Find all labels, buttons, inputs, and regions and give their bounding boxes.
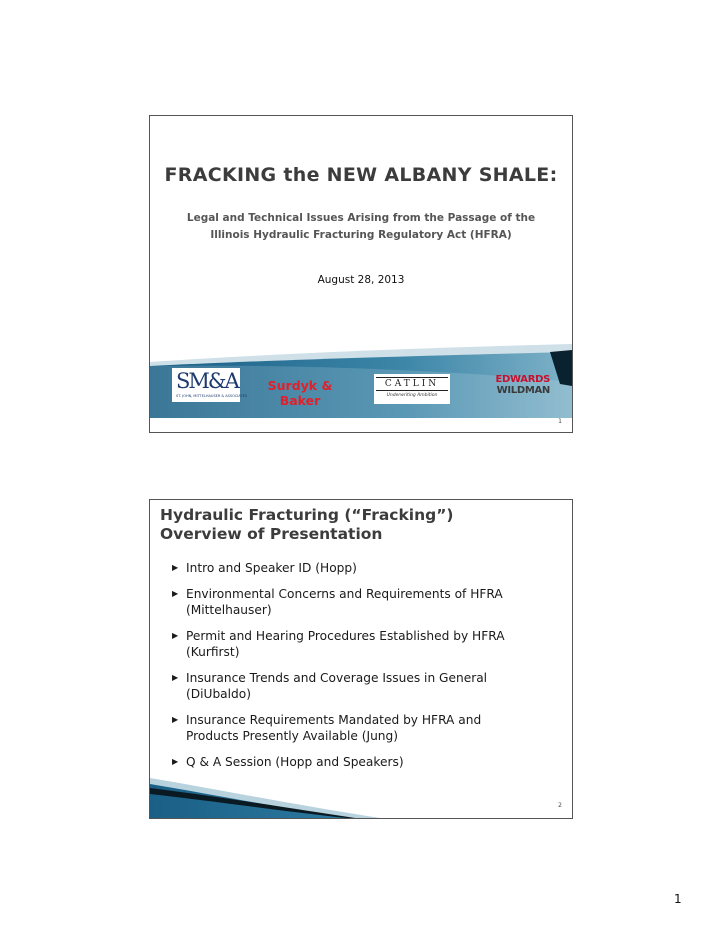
bullet-arrow-icon: ▶ [172, 563, 179, 572]
bullet-arrow-icon: ▶ [172, 631, 179, 640]
surdyk-baker-logo [248, 372, 352, 408]
catlin-tagline: Underwriting Ambition [386, 393, 438, 398]
slide-2-title-line-1: Hydraulic Fracturing (“Fracking”) [160, 506, 454, 524]
bullet-text-line-1: Intro and Speaker ID (Hopp) [186, 561, 357, 575]
slide-2-number: 2 [558, 802, 562, 809]
slide-2-title [160, 506, 454, 544]
slide-2-bullet-list [172, 560, 564, 780]
bullet-text-line-2: (Mittelhauser) [186, 603, 272, 617]
slide-2-title-line-2: Overview of Presentation [160, 525, 383, 543]
wildman-text: WILDMAN [496, 385, 550, 396]
slide-1-title: FRACKING the NEW ALBANY SHALE: [164, 164, 558, 186]
slide-1-subtitle [180, 210, 542, 244]
bullet-text-line-1: Environmental Concerns and Requirements of HFRA [186, 587, 503, 601]
slide-1-subtitle-line-2: Illinois Hydraulic Fracturing Regulatory Act (HFRA) [210, 229, 512, 241]
slide-1 [149, 115, 573, 433]
bullet-item [172, 628, 564, 660]
bullet-arrow-icon: ▶ [172, 715, 179, 724]
bullet-text-line-1: Permit and Hearing Procedures Established by HFRA [186, 629, 505, 643]
slide-1-number: 1 [558, 418, 562, 425]
sma-logo [172, 368, 248, 402]
slide-1-date: August 28, 2013 [317, 274, 405, 286]
sma-logo-caption: ST. JOHN, MITTELHAUSER & ASSOCIATES [176, 394, 248, 398]
bullet-item [172, 586, 564, 618]
bullet-text-line-2: Products Presently Available (Jung) [186, 729, 399, 743]
sma-logo-text: SM&A [176, 369, 238, 393]
bullet-arrow-icon: ▶ [172, 757, 179, 766]
slide-1-subtitle-line-1: Legal and Technical Issues Arising from the Passage of the [186, 212, 536, 224]
edwards-text: EDWARDS [495, 374, 550, 385]
page-number: 1 [674, 892, 682, 906]
bullet-item [172, 712, 564, 744]
surdyk-baker-text: Surdyk & Baker [267, 378, 333, 408]
catlin-name: CATLIN [376, 377, 448, 391]
edwards-wildman-logo [478, 372, 552, 400]
bullet-arrow-icon: ▶ [172, 673, 179, 682]
slide-2-sweep-graphic [150, 758, 572, 818]
bullet-text-line-1: Insurance Trends and Coverage Issues in General [186, 671, 488, 685]
bullet-text-line-1: Q & A Session (Hopp and Speakers) [186, 755, 404, 769]
bullet-arrow-icon: ▶ [172, 589, 179, 598]
catlin-logo [374, 374, 450, 404]
bullet-text-line-1: Insurance Requirements Mandated by HFRA and [186, 713, 482, 727]
bullet-text-line-2: (Kurfirst) [186, 645, 240, 659]
bullet-item [172, 670, 564, 702]
bullet-text-line-2: (DiUbaldo) [186, 687, 251, 701]
bullet-item [172, 560, 564, 576]
slide-2 [149, 499, 573, 819]
